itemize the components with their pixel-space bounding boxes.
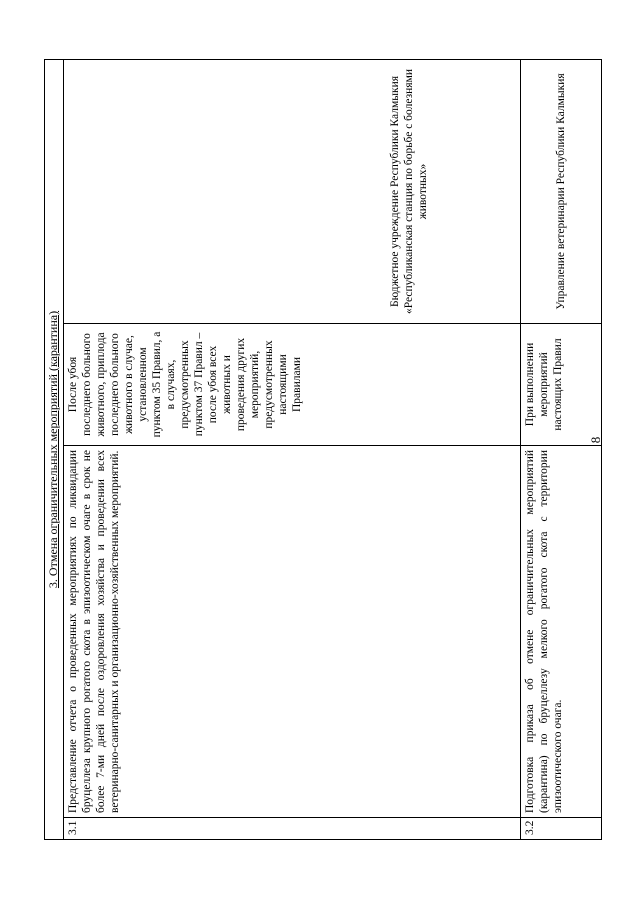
row-number: 3.1	[64, 818, 521, 840]
row-event: Представление отчета о проведенных мероприятиях по ликвидации бруцеллеза крупного рогатого скота в эпизоотическом очаге в срок не более 7-ми дней после оздоровления хозяйства и проведении всех ветеринарно-санитарных и организационно-хозяйственных мероприятий.	[64, 446, 521, 818]
section-title: 3. Отмена ограничительных мероприятий (карантина)	[45, 59, 64, 839]
row-term: При выполнении мероприятий настоящих Правил	[521, 324, 602, 446]
row-event: Подготовка приказа об отмене ограничительных мероприятий (карантина) по бруцеллезу мелкого рогатого скота с территории эпизоотического очага.	[521, 446, 602, 818]
section-header-row	[45, 59, 64, 839]
row-responsible: Бюджетное учреждение Республики Калмыкия «Республиканская станция по борьбе с болезнями животных»	[64, 59, 521, 323]
row-number: 3.2	[521, 818, 602, 840]
table-row	[521, 59, 602, 839]
row-responsible: Управление ветеринарии Республики Калмыкия	[521, 59, 602, 323]
measures-table	[44, 60, 567, 840]
measures-table-grid	[44, 59, 602, 840]
table-row	[64, 59, 521, 839]
row-term: После убоя последнего больного животного, приплода последнего больного животного в случае, установленном пунктом 35 Правил, а в случаях, предусмотренных пунктом 37 Правил – после убоя всех животных и проведения других мероприятий, предусмотренных настоящими Правилами	[64, 324, 521, 446]
page-number: 8	[588, 436, 603, 444]
